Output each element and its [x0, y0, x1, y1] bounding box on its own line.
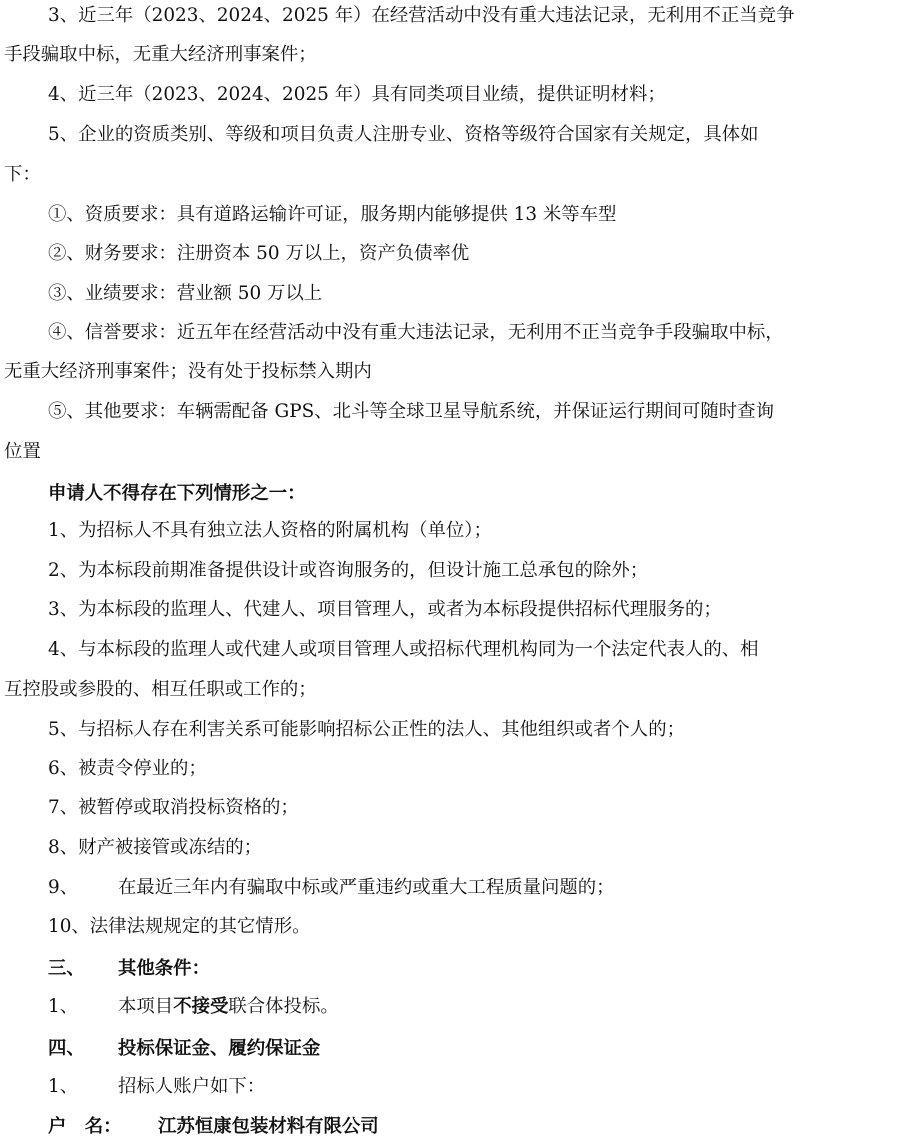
exclusion-4-line-1: 4、与本标段的监理人或代建人或项目管理人或招标代理机构同为一个法定代表人的、相 — [48, 639, 759, 660]
section-4-item-1-number: 1、 — [48, 1076, 79, 1097]
section-3-item-1-number: 1、 — [48, 996, 79, 1017]
exclusion-8: 8、财产被接管或冻结的； — [48, 837, 262, 858]
section-3-title: 其他条件： — [118, 958, 210, 979]
exclusion-heading: 申请人不得存在下列情形之一： — [48, 483, 306, 504]
qualification-3-line-2: 手段骗取中标，无重大经济刑事案件； — [4, 44, 317, 65]
qualification-3-line-1: 3、近三年（2023、2024、2025 年）在经营活动中没有重大违法记录，无利用不正当竞争 — [48, 5, 795, 26]
exclusion-9-number: 9、 — [48, 877, 79, 898]
section-4-heading — [0, 1037, 900, 1061]
exclusion-4-line-2: 互控股或参股的、相互任职或工作的； — [4, 679, 317, 700]
account-name-row — [0, 1115, 900, 1139]
requirement-other-line-2: 位置 — [4, 441, 41, 462]
section-3-heading — [0, 957, 900, 981]
section-3-number: 三、 — [48, 958, 85, 979]
section-3-item-1-emphasis: 不接受 — [173, 996, 229, 1017]
section-4-title: 投标保证金、履约保证金 — [118, 1038, 321, 1059]
requirement-qualification: ①、资质要求：具有道路运输许可证，服务期内能够提供 13 米等车型 — [48, 204, 617, 225]
qualification-5-line-2: 下： — [4, 164, 41, 185]
exclusion-7: 7、被暂停或取消投标资格的； — [48, 797, 299, 818]
qualification-5-line-1: 5、企业的资质类别、等级和项目负责人注册专业、资格等级符合国家有关规定，具体如 — [48, 124, 759, 145]
requirement-credit-line-1: ④、信誉要求：近五年在经营活动中没有重大违法记录，无利用不正当竞争手段骗取中标， — [48, 322, 784, 343]
exclusion-1: 1、为招标人不具有独立法人资格的附属机构（单位）； — [48, 520, 492, 541]
section-4-number: 四、 — [48, 1038, 85, 1059]
qualification-4: 4、近三年（2023、2024、2025 年）具有同类项目业绩，提供证明材料； — [48, 84, 666, 105]
exclusion-3: 3、为本标段的监理人、代建人、项目管理人，或者为本标段提供招标代理服务的； — [48, 599, 722, 620]
exclusion-9 — [0, 876, 900, 900]
section-4-item-1 — [0, 1075, 900, 1099]
section-3-item-1-pre: 本项目 — [118, 996, 174, 1017]
requirement-finance: ②、财务要求：注册资本 50 万以上，资产负债率优 — [48, 243, 470, 264]
exclusion-6: 6、被责令停业的； — [48, 758, 207, 779]
requirement-performance: ③、业绩要求：营业额 50 万以上 — [48, 283, 323, 304]
requirement-other-line-1: ⑤、其他要求：车辆需配备 GPS、北斗等全球卫星导航系统，并保证运行期间可随时查询 — [48, 401, 774, 422]
section-3-item-1-post: 联合体投标。 — [228, 996, 339, 1017]
exclusion-2: 2、为本标段前期准备提供设计或咨询服务的，但设计施工总承包的除外； — [48, 560, 649, 581]
account-name-label: 户 名： — [48, 1116, 122, 1137]
requirement-credit-line-2: 无重大经济刑事案件；没有处于投标禁入期内 — [4, 361, 372, 382]
exclusion-9-text: 在最近三年内有骗取中标或严重违约或重大工程质量问题的； — [118, 877, 615, 898]
exclusion-10: 10、法律法规规定的其它情形。 — [48, 916, 311, 937]
section-4-item-1-text: 招标人账户如下： — [118, 1076, 266, 1097]
section-3-item-1 — [0, 995, 900, 1019]
exclusion-5: 5、与招标人存在利害关系可能影响招标公正性的法人、其他组织或者个人的； — [48, 719, 685, 740]
account-name-value: 江苏恒康包装材料有限公司 — [158, 1116, 379, 1137]
